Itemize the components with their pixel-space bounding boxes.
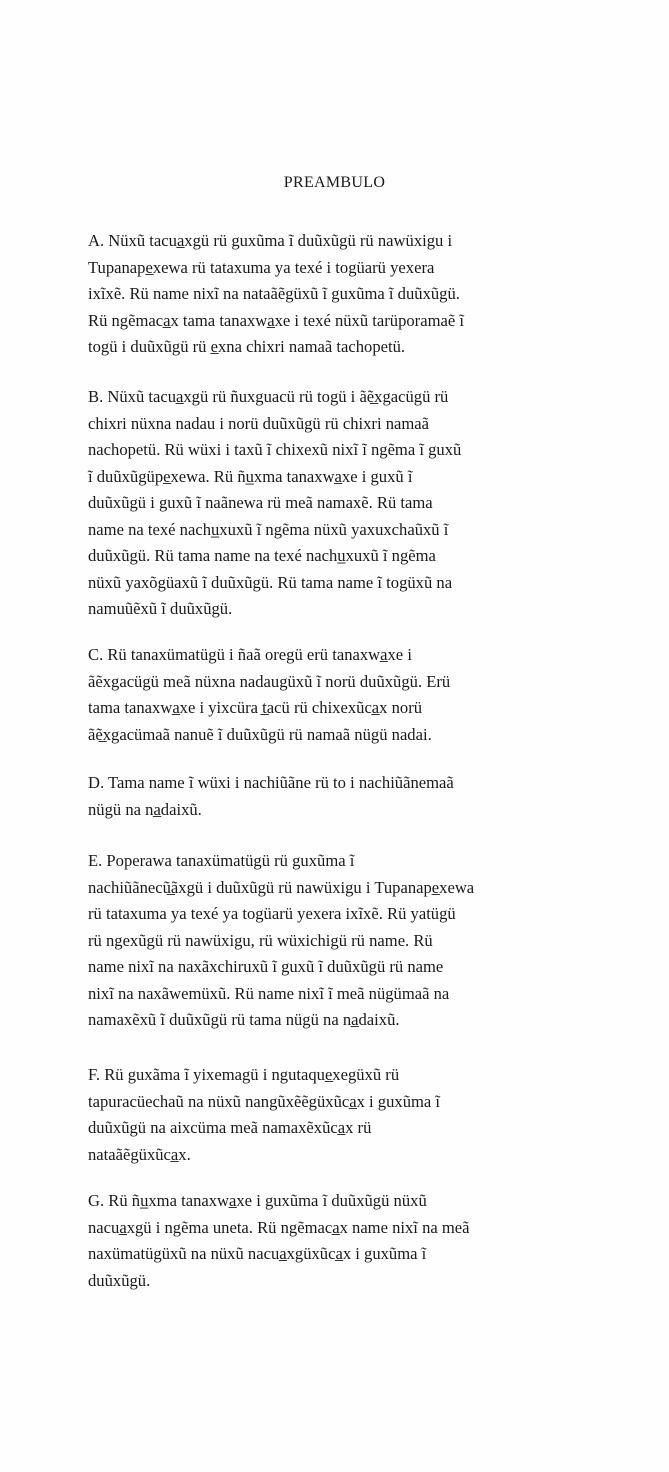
- paragraph-line: D. Tama name ĩ wüxi i nachiũãne rü to i nachiũãnemaã: [88, 773, 454, 792]
- paragraph-line: nixĩ na naxãwemüxũ. Rü name nixĩ ĩ meã nügümaã na: [88, 983, 450, 1003]
- paragraph-line: namuũẽxũ ĩ duũxũgü.: [88, 599, 233, 618]
- paragraph-a: [88, 228, 588, 361]
- paragraph-line: ĩ duũxũgüpe̲xewa. Rü ñu̲xma tanaxwa̲xe i guxũ ĩ: [88, 466, 413, 486]
- paragraph-line: ixĩxẽ. Rü name nixĩ na nataãẽgüxũ ĩ guxũma ĩ duũxũgü.: [88, 284, 460, 303]
- paragraph-line: duũxũgü.: [88, 1270, 151, 1290]
- page-title: PREAMBULO: [283, 174, 386, 191]
- paragraph-line: nachopetü. Rü wüxi i taxũ ĩ chixexũ nixĩ ĩ ngẽma ĩ guxũ: [88, 440, 462, 459]
- paragraph-b: [88, 384, 588, 623]
- paragraph-line: tama tanaxwa̲xe i yixcüra t̲acü rü chixexũca̲x norü: [88, 698, 423, 717]
- paragraph-line: C. Rü tanaxümatügü i ñaã oregü erü tanaxwa̲xe i: [88, 645, 412, 664]
- paragraph-c: [88, 642, 588, 748]
- paragraph-line: duũxũgü. Rü tama name na texé nachu̲xuxũ ĩ ngẽma: [88, 546, 436, 565]
- paragraph-line: Rü ngẽmaca̲x tama tanaxwa̲xe i texé nüxũ tarüporamaẽ ĩ: [88, 310, 464, 330]
- paragraph-line: duũxũgü i guxũ ĩ naãnewa rü meã namaxẽ. Rü tama: [88, 493, 433, 512]
- paragraph-line: rü tataxuma ya texé ya togüarü yexera ixĩxẽ. Rü yatügü: [88, 904, 456, 923]
- paragraph-line: nachiũãnecũ̲ãxgü i duũxũgü rü nawüxigu i Tupanape̲xewa: [88, 877, 475, 897]
- paragraph-line: G. Rü ñu̲xma tanaxwa̲xe i guxũma ĩ duũxũgü nüxũ: [88, 1191, 427, 1210]
- paragraph-e: [88, 848, 588, 1034]
- paragraph-line: Tupanape̲xewa rü tataxuma ya texé i togüarü yexera: [88, 257, 435, 277]
- paragraph-line: duũxũgü na aixcüma meã namaxẽxũca̲x rü: [88, 1118, 372, 1137]
- paragraph-line: nacua̲xgü i ngẽma uneta. Rü ngẽmaca̲x name nixĩ na meã: [88, 1217, 470, 1237]
- paragraph-line: namaxẽxũ ĩ duũxũgü rü tama nügü na na̲daixũ.: [88, 1010, 400, 1029]
- paragraph-line: name nixĩ na naxãxchiruxũ ĩ guxũ ĩ duũxũgü rü name: [88, 957, 444, 976]
- paragraph-line: togü i duũxũgü rü e̲xna chixri namaã tachopetü.: [88, 337, 406, 356]
- paragraph-line: nüxũ yaxõgüaxũ ĩ duũxũgü. Rü tama name ĩ togüxũ na: [88, 572, 453, 592]
- paragraph-line: nataãẽgüxũca̲x.: [88, 1144, 191, 1164]
- paragraph-line: naxümatügüxũ na nüxũ nacua̲xgüxũca̲x i guxũma ĩ: [88, 1244, 427, 1263]
- paragraph-line: F. Rü guxãma ĩ yixemagü i ngutaque̲xegüxũ rü: [88, 1065, 400, 1084]
- paragraph-g: [88, 1188, 588, 1294]
- paragraph-line: ãẽ̲xgacümaã nanuẽ ĩ duũxũgü rü namaã nügü nadai.: [88, 724, 432, 744]
- paragraph-line: rü ngexũgü rü nawüxigu, rü wüxichigü rü name. Rü: [88, 930, 433, 950]
- paragraph-line: nügü na na̲daixũ.: [88, 799, 202, 819]
- paragraph-line: tapuracüechaũ na nüxũ nangũxẽẽgüxũca̲x i guxũma ĩ: [88, 1091, 441, 1111]
- paragraph-line: A. Nüxũ tacua̲xgü rü guxũma ĩ duũxũgü rü nawüxigu i: [88, 231, 453, 250]
- paragraph-line: E. Poperawa tanaxümatügü rü guxũma ĩ: [88, 851, 355, 870]
- paragraph-line: chixri nüxna nadau i norü duũxũgü rü chixri namaã: [88, 413, 429, 433]
- paragraph-f: [88, 1062, 588, 1168]
- paragraph-line: B. Nüxũ tacua̲xgü rü ñuxguacü rü togü i ãẽ̲xgacügü rü: [88, 387, 449, 406]
- paragraph-line: name na texé nachu̲xuxũ ĩ ngẽma nüxũ yaxuxchaũxũ ĩ: [88, 519, 449, 539]
- paragraph-d: [88, 770, 588, 823]
- paragraph-line: ãẽxgacügü meã nüxna nadaugüxũ ĩ norü duũxũgü. Erü: [88, 671, 451, 691]
